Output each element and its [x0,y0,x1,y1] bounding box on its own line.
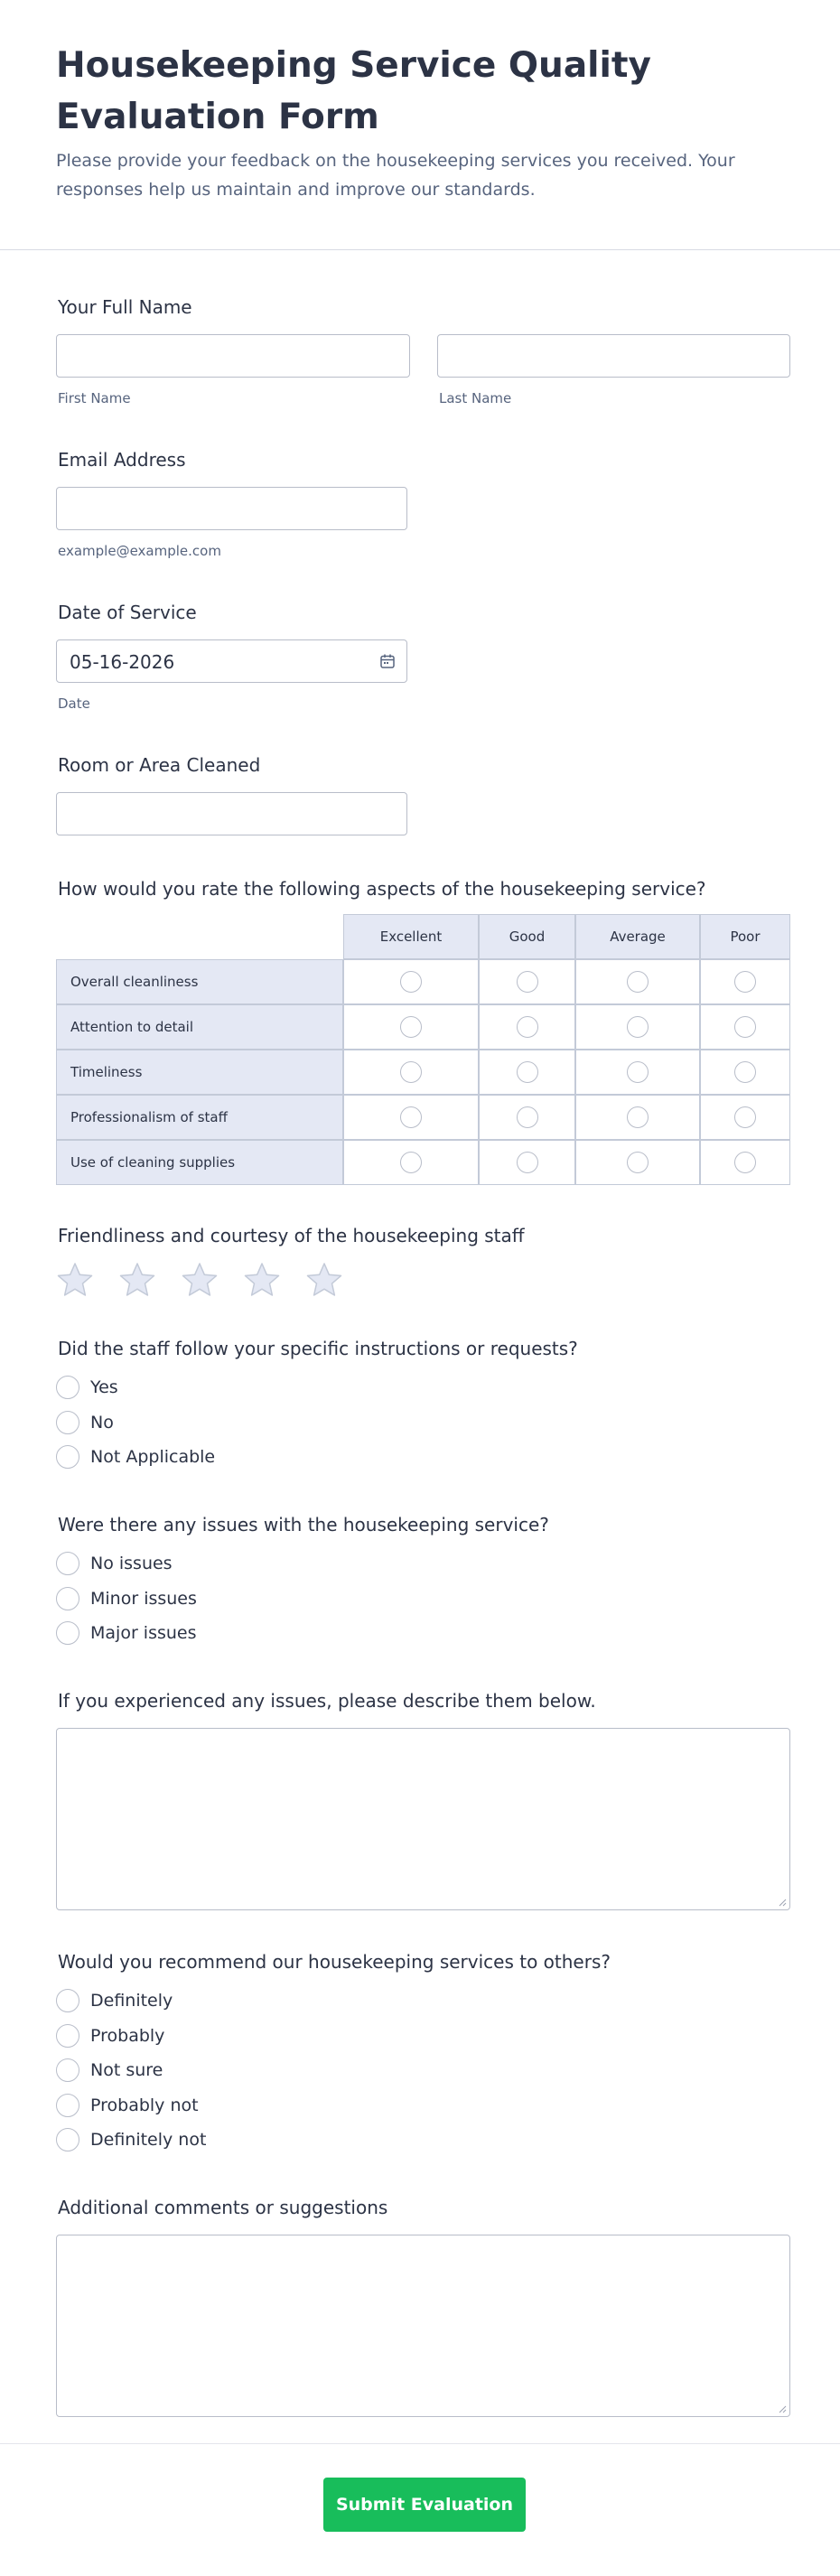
matrix-cell [575,959,700,1004]
star-icon[interactable] [181,1261,219,1299]
issues-label: Were there any issues with the housekeeping service? [58,1514,549,1535]
matrix-radio[interactable] [517,1152,538,1173]
recommend-option[interactable] [56,2058,163,2083]
first-name-input[interactable] [56,334,410,378]
date-input[interactable] [56,639,407,683]
radio-button[interactable] [56,1376,79,1399]
matrix-cell [479,1095,575,1140]
resize-handle-icon[interactable] [778,2404,787,2413]
radio-button[interactable] [56,1621,79,1645]
matrix-cell [700,959,790,1004]
matrix-cell [575,1004,700,1050]
matrix-radio[interactable] [734,1106,756,1128]
matrix-row-label: Attention to detail [56,1004,343,1050]
matrix-cell [479,1004,575,1050]
matrix-radio[interactable] [400,1016,422,1038]
form-title: Housekeeping Service Quality Evaluation Form [56,45,651,137]
radio-button[interactable] [56,1445,79,1469]
instructions-label: Did the staff follow your specific instructions or requests? [58,1338,578,1359]
instructions-option[interactable] [56,1375,118,1400]
matrix-radio[interactable] [627,1106,649,1128]
matrix-cell [700,1095,790,1140]
matrix-radio[interactable] [400,1152,422,1173]
radio-button[interactable] [56,1552,79,1575]
first-name-sublabel: First Name [58,390,131,406]
form-header [0,0,840,250]
full-name-label: Your Full Name [58,296,192,318]
matrix-cell [575,1095,700,1140]
option-label: Major issues [90,1623,197,1643]
issues-option[interactable] [56,1620,197,1646]
instructions-option[interactable] [56,1444,215,1470]
matrix-radio[interactable] [517,971,538,993]
matrix-cell [700,1050,790,1095]
matrix-row-label: Professionalism of staff [56,1095,343,1140]
matrix-radio[interactable] [400,1106,422,1128]
matrix-question: How would you rate the following aspects of the housekeeping service? [58,878,706,900]
matrix-radio[interactable] [627,1016,649,1038]
star-icon[interactable] [56,1261,94,1299]
issues-option[interactable] [56,1586,197,1611]
matrix-radio[interactable] [627,1152,649,1173]
footer-divider [0,2443,840,2444]
option-label: Not Applicable [90,1447,216,1467]
instructions-option[interactable] [56,1410,114,1435]
last-name-input[interactable] [437,334,790,378]
recommend-option[interactable] [56,1988,173,2013]
email-input[interactable] [56,487,407,530]
matrix-radio[interactable] [517,1016,538,1038]
matrix-radio[interactable] [517,1106,538,1128]
matrix-radio[interactable] [734,1152,756,1173]
friendliness-label: Friendliness and courtesy of the housekeeping staff [58,1225,525,1246]
resize-handle-icon[interactable] [778,1898,787,1907]
email-label: Email Address [58,449,186,471]
option-label: Definitely not [90,2130,207,2150]
matrix-cell [479,1140,575,1185]
option-label: Definitely [90,1991,173,2011]
option-label: No issues [90,1554,173,1573]
room-label: Room or Area Cleaned [58,754,261,776]
form-subtitle: Please provide your feedback on the housekeeping services you received. Your responses help us maintain and improve our standards. [56,151,735,200]
email-sublabel: example@example.com [58,543,221,559]
option-label: Not sure [90,2060,163,2080]
matrix-cell [343,959,479,1004]
matrix-cell [700,1004,790,1050]
recommend-label: Would you recommend our housekeeping services to others? [58,1951,611,1973]
matrix-cell [575,1140,700,1185]
comments-textarea[interactable] [56,2235,790,2417]
radio-button[interactable] [56,2024,79,2048]
star-icon[interactable] [243,1261,281,1299]
radio-button[interactable] [56,1411,79,1434]
radio-button[interactable] [56,1989,79,2012]
date-value: 05-16-2026 [70,651,175,673]
submit-button[interactable]: Submit Evaluation [323,2478,526,2532]
calendar-icon[interactable] [379,653,396,669]
matrix-column-header: Poor [700,914,790,959]
matrix-radio[interactable] [400,971,422,993]
issues-option[interactable] [56,1551,173,1576]
matrix-cell [343,1004,479,1050]
recommend-option[interactable] [56,2093,199,2118]
describe-label: If you experienced any issues, please describe them below. [58,1690,596,1712]
star-icon[interactable] [118,1261,156,1299]
describe-textarea[interactable] [56,1728,790,1910]
matrix-column-header: Excellent [343,914,479,959]
recommend-option[interactable] [56,2023,164,2049]
matrix-radio[interactable] [400,1061,422,1083]
radio-button[interactable] [56,2128,79,2151]
matrix-radio[interactable] [734,1016,756,1038]
matrix-radio[interactable] [627,971,649,993]
room-input[interactable] [56,792,407,835]
date-label: Date of Service [58,602,197,623]
matrix-row-label: Timeliness [56,1050,343,1095]
matrix-radio[interactable] [734,1061,756,1083]
matrix-cell [700,1140,790,1185]
radio-button[interactable] [56,2094,79,2117]
comments-label: Additional comments or suggestions [58,2197,388,2218]
recommend-option[interactable] [56,2127,206,2152]
option-label: Minor issues [90,1588,197,1609]
matrix-row-label: Use of cleaning supplies [56,1140,343,1185]
matrix-column-header: Good [479,914,575,959]
option-label: Probably [90,2025,165,2046]
radio-button[interactable] [56,1587,79,1610]
matrix-cell [343,1140,479,1185]
matrix-radio[interactable] [517,1061,538,1083]
matrix-radio[interactable] [734,971,756,993]
last-name-sublabel: Last Name [439,390,512,406]
matrix-column-header: Average [575,914,700,959]
date-sublabel: Date [58,695,90,712]
matrix-cell [479,1050,575,1095]
star-icon[interactable] [305,1261,343,1299]
matrix-row-label: Overall cleanliness [56,959,343,1004]
option-label: No [90,1412,114,1433]
option-label: Probably not [90,2095,199,2115]
matrix-cell [575,1050,700,1095]
matrix-cell [343,1050,479,1095]
matrix-cell [479,959,575,1004]
matrix-radio[interactable] [627,1061,649,1083]
matrix-cell [343,1095,479,1140]
rating-matrix [56,914,790,1185]
option-label: Yes [90,1377,118,1397]
radio-button[interactable] [56,2058,79,2082]
